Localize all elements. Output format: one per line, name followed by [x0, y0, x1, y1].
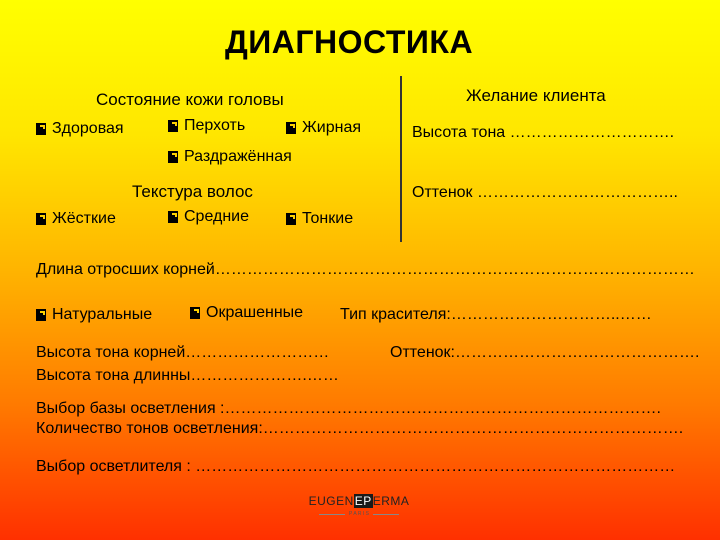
checkbox-natural[interactable] [36, 306, 152, 324]
column-divider [400, 76, 402, 242]
lightening-levels-line[interactable]: Количество тонов осветления:……………………………………………………………………. [36, 420, 684, 437]
checkbox-dandruff[interactable] [168, 117, 245, 135]
checkbox-label: Средние [184, 208, 250, 225]
logo-text-left: EUGEN [308, 494, 354, 508]
checkbox-icon [168, 120, 178, 132]
logo-mark: EP [354, 494, 372, 508]
scalp-heading: Состояние кожи головы [96, 90, 284, 109]
checkbox-label: Перхоть [184, 117, 246, 134]
checkbox-label: Окрашенные [206, 304, 304, 321]
logo-text-right: ERMA [372, 494, 410, 508]
page-title: ДИАГНОСТИКА [225, 24, 474, 60]
lightening-base-line[interactable]: Выбор базы осветления :………………………………………………………………………. [36, 400, 661, 417]
checkbox-medium[interactable] [168, 208, 249, 226]
roots-tone-line[interactable]: Высота тона корней……………………… [36, 344, 330, 361]
checkbox-label: Раздражённая [184, 148, 292, 165]
logo-subtitle: P A R I S [349, 511, 369, 517]
dye-type-line[interactable]: Тип красителя:…………………………..…… [340, 306, 652, 323]
logo-rule-right [373, 514, 399, 515]
shade-line[interactable]: Оттенок:………………………………………. [390, 344, 700, 361]
checkbox-label: Тонкие [302, 210, 354, 227]
checkbox-icon [286, 213, 296, 225]
texture-heading: Текстура волос [132, 182, 253, 201]
checkbox-label: Жирная [302, 119, 362, 136]
roots-length-line[interactable]: Длина отросших корней……………………………………………………………………………… [36, 261, 695, 278]
desired-shade-line[interactable]: Оттенок ……………………………….. [412, 184, 678, 201]
checkbox-icon [190, 307, 200, 319]
checkbox-oily[interactable] [286, 119, 361, 137]
checkbox-icon [36, 213, 46, 225]
checkbox-fine[interactable] [286, 210, 353, 228]
checkbox-irritated[interactable] [168, 148, 292, 166]
checkbox-icon [168, 211, 178, 223]
checkbox-coarse[interactable] [36, 210, 116, 228]
checkbox-healthy[interactable] [36, 120, 124, 138]
checkbox-icon [286, 122, 296, 134]
logo-rule-left [319, 514, 345, 515]
checkbox-label: Натуральные [52, 306, 153, 323]
checkbox-icon [36, 123, 46, 135]
desired-tone-line[interactable]: Высота тона …………………………. [412, 124, 675, 141]
checkbox-icon [168, 151, 178, 163]
brand-logo [302, 494, 416, 530]
checkbox-label: Жёсткие [52, 210, 116, 227]
lightener-choice-line[interactable]: Выбор осветлителя : ……………………………………………………………………………… [36, 458, 676, 475]
lengths-tone-line[interactable]: Высота тона длинны………………….…… [36, 367, 339, 384]
checkbox-colored[interactable] [190, 304, 303, 322]
checkbox-label: Здоровая [52, 120, 124, 137]
checkbox-icon [36, 309, 46, 321]
client-heading: Желание клиента [466, 86, 606, 105]
